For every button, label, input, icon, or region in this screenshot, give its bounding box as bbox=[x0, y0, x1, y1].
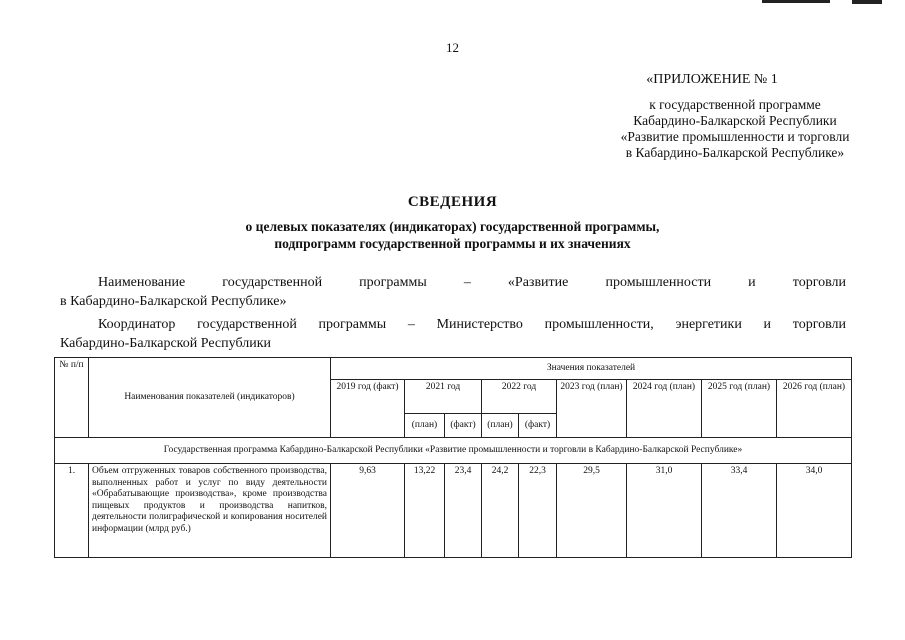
value-2026: 34,0 bbox=[777, 464, 852, 558]
coordinator-line-2: Кабардино-Балкарской Республики bbox=[60, 336, 271, 351]
header-2024: 2024 год (план) bbox=[627, 380, 702, 438]
table-row bbox=[55, 464, 852, 558]
section-title: Государственная программа Кабардино-Балкарской Республики «Развитие промышленности и торговли в Кабардино-Балкарской Республике» bbox=[55, 438, 852, 464]
page-number: 12 bbox=[446, 40, 459, 55]
value-2022-plan: 24,2 bbox=[482, 464, 519, 558]
document-heading: СВЕДЕНИЯ bbox=[407, 194, 498, 210]
header-2025: 2025 год (план) bbox=[702, 380, 777, 438]
subheading-line-2: подпрограмм государственной программы и их значениях bbox=[274, 236, 631, 251]
scan-mark-left bbox=[762, 0, 830, 3]
header-indicator-name: Наименования показателей (индикаторов) bbox=[89, 358, 331, 438]
row-num: 1. bbox=[55, 464, 89, 558]
header-2021: 2021 год bbox=[405, 380, 482, 414]
header-values: Значения показателей bbox=[331, 358, 852, 380]
header-2021-plan: (план) bbox=[405, 414, 445, 438]
header-num: № п/п bbox=[55, 358, 89, 438]
value-2023: 29,5 bbox=[557, 464, 627, 558]
program-name-line-1: Наименование государственной программы – «Развитие промышленности и торговли bbox=[98, 275, 846, 290]
value-2021-fact: 23,4 bbox=[445, 464, 482, 558]
header-2023: 2023 год (план) bbox=[557, 380, 627, 438]
value-2024: 31,0 bbox=[627, 464, 702, 558]
header-2021-fact: (факт) bbox=[445, 414, 482, 438]
header-2022-fact: (факт) bbox=[519, 414, 557, 438]
header-2026: 2026 год (план) bbox=[777, 380, 852, 438]
appendix-line-2: Кабардино-Балкарской Республики bbox=[633, 113, 837, 128]
value-2022-fact: 22,3 bbox=[519, 464, 557, 558]
scan-mark-right bbox=[852, 0, 882, 4]
header-2022-plan: (план) bbox=[482, 414, 519, 438]
coordinator-line-1: Координатор государственной программы – Министерство промышленности, энергетики и торговли bbox=[98, 317, 846, 332]
appendix-line-4: в Кабардино-Балкарской Республике» bbox=[625, 145, 845, 160]
subheading-line-1: о целевых показателях (индикаторах) государственной программы, bbox=[245, 219, 660, 234]
indicators-table bbox=[54, 357, 852, 558]
appendix-title: «ПРИЛОЖЕНИЕ № 1 bbox=[646, 72, 778, 87]
appendix-line-3: «Развитие промышленности и торговли bbox=[620, 129, 850, 144]
header-2019: 2019 год (факт) bbox=[331, 380, 405, 438]
value-2025: 33,4 bbox=[702, 464, 777, 558]
appendix-line-1: к государственной программе bbox=[649, 97, 821, 112]
value-2021-plan: 13,22 bbox=[405, 464, 445, 558]
header-2022: 2022 год bbox=[482, 380, 557, 414]
row-indicator-name: Объем отгруженных товаров собственного производства, выполненных работ и услуг по виду деятельности «Обрабатывающие производства», кроме производства пищевых продуктов и производства напитков, деятельности полиграфической и копирования носителей информации (млрд руб.) bbox=[89, 464, 331, 558]
program-name-line-2: в Кабардино-Балкарской Республике» bbox=[60, 294, 287, 309]
value-2019: 9,63 bbox=[331, 464, 405, 558]
